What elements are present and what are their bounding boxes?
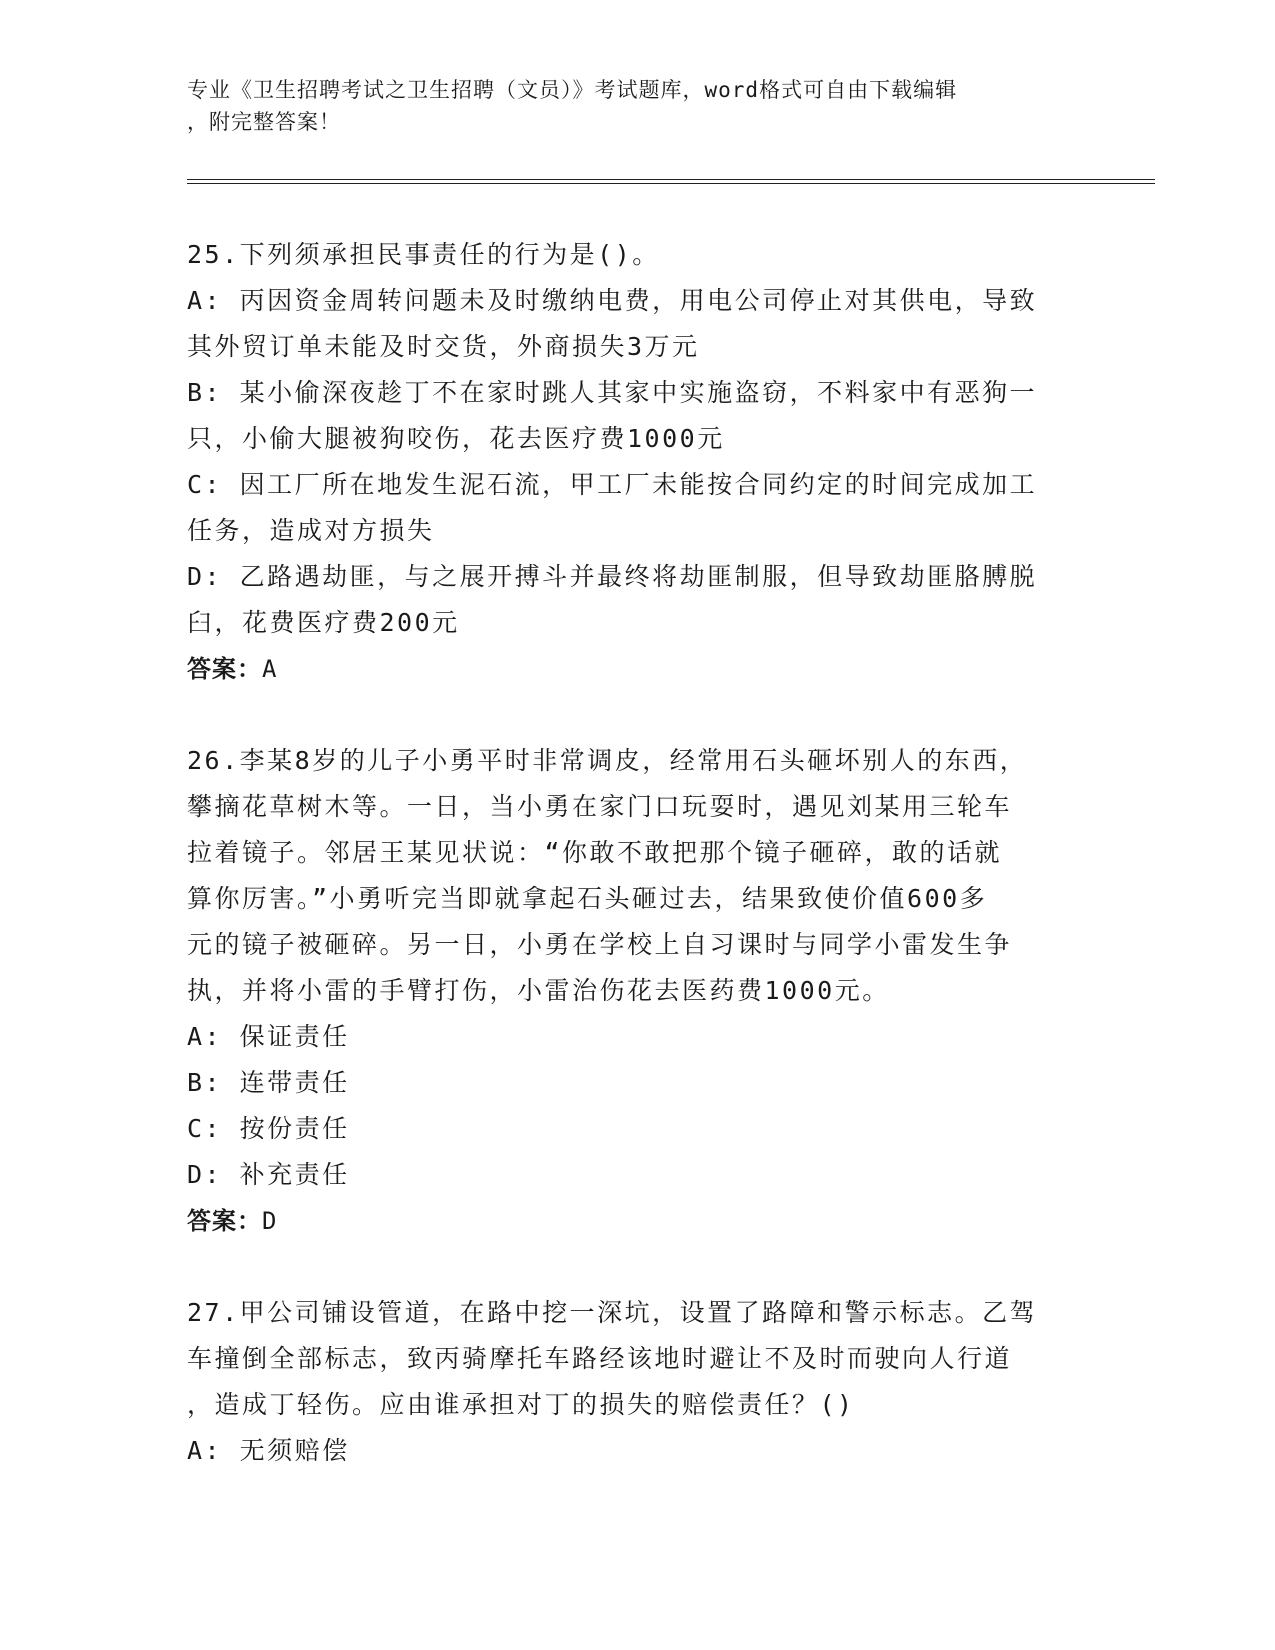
- option-c: C: 因工厂所在地发生泥石流，甲工厂未能按合同约定的时间完成加工: [187, 470, 1038, 499]
- question-stem-cont: 车撞倒全部标志，致丙骑摩托车路经该地时避让不及时而驶向人行道: [187, 1344, 1013, 1373]
- question-stem-cont: 攀摘花草树木等。一日，当小勇在家门口玩耍时，遇见刘某用三轮车: [187, 792, 1013, 821]
- answer-value: A: [262, 655, 278, 683]
- option-a: A: 丙因资金周转问题未及时缴纳电费，用电公司停止对其供电，导致: [187, 286, 1038, 315]
- option-a: A: 保证责任: [187, 1022, 350, 1051]
- question-stem-cont: 算你厉害。”小勇听完当即就拿起石头砸过去，结果致使价值600多: [187, 884, 988, 913]
- question-stem: 25.下列须承担民事责任的行为是()。: [187, 240, 660, 269]
- option-b: B: 连带责任: [187, 1068, 350, 1097]
- question-stem: 27.甲公司铺设管道，在路中挖一深坑，设置了路障和警示标志。乙驾: [187, 1298, 1038, 1327]
- answer-label: 答案：: [187, 1207, 262, 1235]
- option-d: D: 补充责任: [187, 1160, 350, 1189]
- question-stem-cont: ，造成丁轻伤。应由谁承担对丁的损失的赔偿责任？(): [187, 1390, 855, 1419]
- answer-line: [187, 646, 1067, 692]
- question-27: [187, 1290, 1067, 1474]
- answer-label: 答案：: [187, 655, 262, 683]
- question-26: [187, 738, 1067, 1244]
- answer-line: [187, 1198, 1067, 1244]
- header-divider-top: [187, 179, 1155, 180]
- question-25: [187, 232, 1067, 692]
- option-c-cont: 任务，造成对方损失: [187, 516, 435, 545]
- option-b: B: 某小偷深夜趁丁不在家时跳人其家中实施盗窃，不料家中有恶狗一: [187, 378, 1038, 407]
- option-a-cont: 其外贸订单未能及时交货，外商损失3万元: [187, 332, 700, 361]
- question-list: [187, 232, 1067, 1520]
- answer-value: D: [262, 1207, 278, 1235]
- option-d: D: 乙路遇劫匪，与之展开搏斗并最终将劫匪制服，但导致劫匪胳膊脱: [187, 562, 1038, 591]
- option-d-cont: 臼，花费医疗费200元: [187, 608, 460, 637]
- question-stem-cont: 拉着镜子。邻居王某见状说：“你敢不敢把那个镜子砸碎，敢的话就: [187, 838, 1003, 867]
- question-stem-cont: 元的镜子被砸碎。另一日，小勇在学校上自习课时与同学小雷发生争: [187, 930, 1013, 959]
- option-c: C: 按份责任: [187, 1114, 350, 1143]
- question-stem-cont: 执，并将小雷的手臂打伤，小雷治伤花去医药费1000元。: [187, 976, 890, 1005]
- document-header: 专业《卫生招聘考试之卫生招聘（文员）》考试题库，word格式可自由下载编辑 ，附完整答案！: [187, 78, 958, 134]
- question-stem: 26.李某8岁的儿子小勇平时非常调皮，经常用石头砸坏别人的东西，: [187, 746, 1028, 775]
- option-b-cont: 只，小偷大腿被狗咬伤，花去医疗费1000元: [187, 424, 725, 453]
- header-divider-bottom: [187, 183, 1155, 184]
- option-a: A: 无须赔偿: [187, 1436, 350, 1465]
